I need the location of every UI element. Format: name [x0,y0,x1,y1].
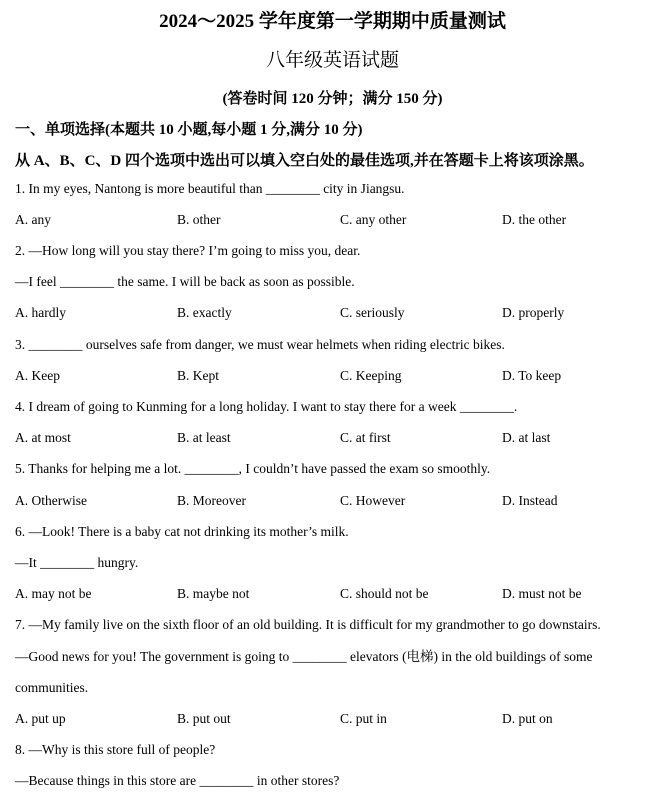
option-c: C. any other [340,212,407,227]
question-1-options [15,211,655,229]
question-6-text-line2: —It ________ hungry. [15,555,139,570]
option-c: C. Keeping [340,368,402,383]
option-d: D. properly [502,305,565,320]
option-d: D. must not be [502,586,582,601]
question-7-text-line3: communities. [15,680,89,695]
option-c: C. put in [340,711,387,726]
question-4-text: 4. I dream of going to Kunming for a long holiday. I want to stay there for a week ________. [15,399,518,414]
option-b: B. Moreover [177,493,246,508]
question-2-text: 2. —How long will you stay there? I’m going to miss you, dear. [15,243,361,258]
exam-title: 2024～2025 学年度第一学期期中质量测试 [159,11,506,32]
question-8-text-line2: —Because things in this store are ________ in other stores? [15,773,340,788]
question-1-text: 1. In my eyes, Nantong is more beautiful than ________ city in Jiangsu. [15,181,405,196]
option-d: D. To keep [502,368,562,383]
option-b: B. maybe not [177,586,250,601]
question-8-text: 8. —Why is this store full of people? [15,742,216,757]
question-4-options [15,429,655,447]
exam-subtitle: 八年级英语试题 [265,50,399,71]
question-7-options [15,710,655,728]
option-d: D. at last [502,430,551,445]
question-3-options [15,367,655,385]
option-a: A. Keep [15,368,60,383]
option-b: B. Kept [177,368,219,383]
option-b: B. other [177,212,221,227]
question-5-options [15,492,655,510]
option-d: D. Instead [502,493,558,508]
exam-time-info: (答卷时间 120 分钟；满分 150 分) [222,91,443,107]
question-2-options [15,304,655,322]
question-7-text: 7. —My family live on the sixth floor of an old building. It is difficult for my grandmother to go downstairs. [15,617,601,632]
option-d: D. the other [502,212,567,227]
option-c: C. should not be [340,586,429,601]
option-a: A. may not be [15,586,92,601]
option-a: A. at most [15,430,71,445]
option-c: C. However [340,493,406,508]
option-b: B. exactly [177,305,232,320]
option-a: A. hardly [15,305,66,320]
option-c: C. seriously [340,305,405,320]
question-2-text-line2: —I feel ________ the same. I will be back as soon as possible. [15,274,355,289]
question-7-text-line2: —Good news for you! The government is going to ________ elevators (电梯) in the old buildings of some [15,649,593,664]
question-6-text: 6. —Look! There is a baby cat not drinking its mother’s milk. [15,524,349,539]
option-a: A. put up [15,711,66,726]
option-a: A. Otherwise [15,493,87,508]
section-heading: 一、单项选择(本题共 10 小题,每小题 1 分,满分 10 分) [15,122,363,138]
option-d: D. put on [502,711,553,726]
option-a: A. any [15,212,51,227]
question-6-options [15,585,655,603]
question-3-text: 3. ________ ourselves safe from danger, we must wear helmets when riding electric bikes. [15,337,505,352]
question-5-text: 5. Thanks for helping me a lot. ________, I couldn’t have passed the exam so smoothly. [15,461,491,476]
option-b: B. at least [177,430,231,445]
section-instruction: 从 A、B、C、D 四个选项中选出可以填入空白处的最佳选项,并在答题卡上将该项涂黑。 [15,153,594,169]
option-c: C. at first [340,430,391,445]
option-b: B. put out [177,711,231,726]
